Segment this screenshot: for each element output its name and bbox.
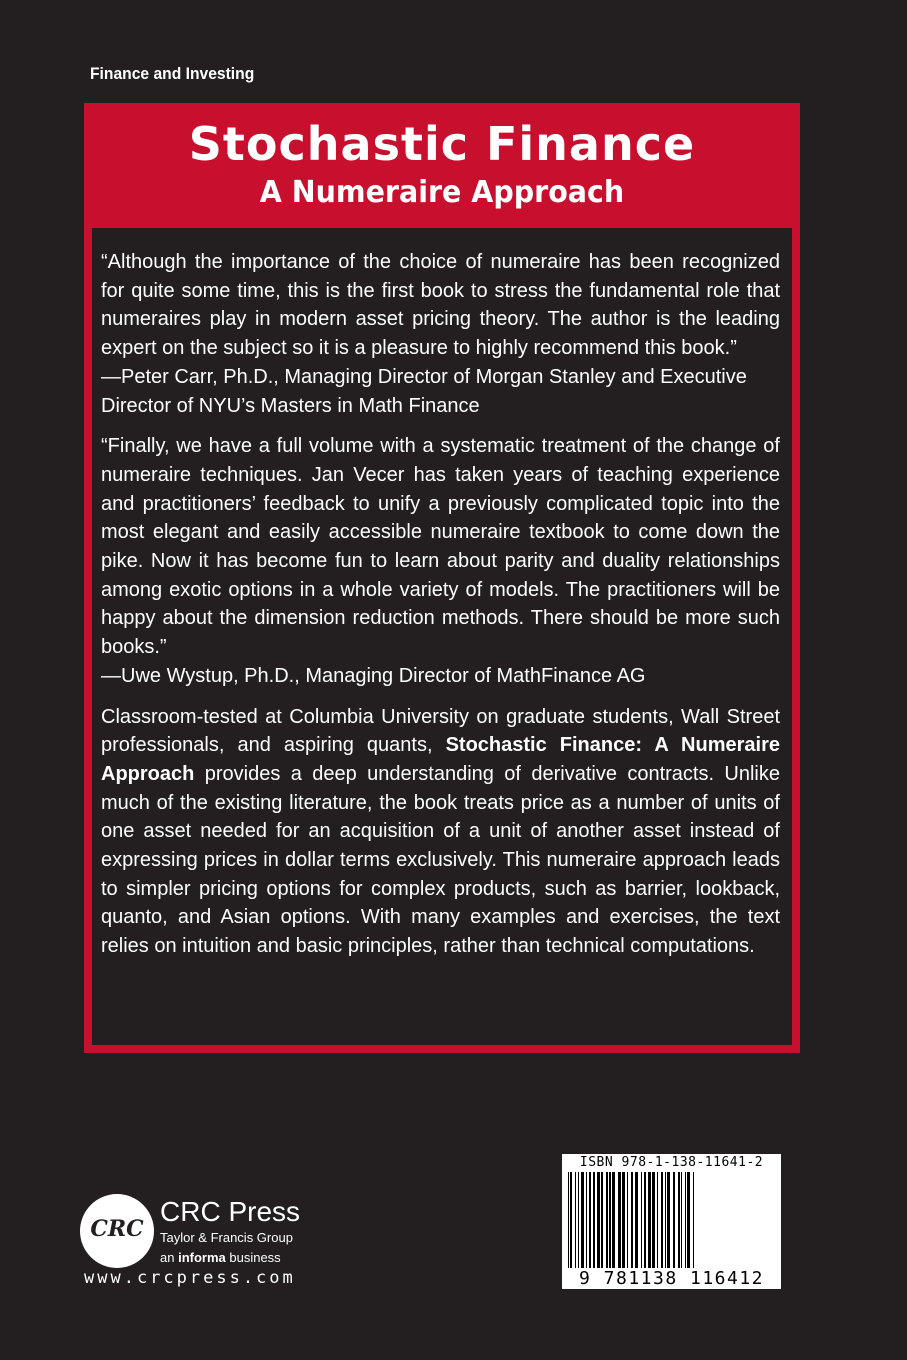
barcode-bar bbox=[586, 1172, 587, 1270]
blurb-panel bbox=[92, 228, 792, 1045]
barcode-bar bbox=[641, 1172, 642, 1270]
barcode-bar bbox=[648, 1172, 651, 1270]
barcode-bar bbox=[627, 1172, 628, 1270]
barcode-bar bbox=[667, 1172, 670, 1270]
barcode-bar bbox=[657, 1172, 658, 1270]
quote-text: “Finally, we have a full volume with a systematic treatment of the change of numeraire techniques. Jan Vecer has taken years of teaching experience and practitioners’ feedback to unify a previously complicated topic into the most elegant and easily accessible numeraire textbook to come down the pike. Now it has become fun to learn about parity and duality relationships among exotic options in a whole variety of models. The practitioners will be happy about the dimension reduction methods. There should be more such books.” bbox=[101, 435, 780, 659]
barcode-bar bbox=[635, 1172, 638, 1270]
barcode-bar bbox=[685, 1172, 686, 1270]
barcode-bar bbox=[575, 1172, 576, 1270]
barcode-bar bbox=[609, 1172, 611, 1270]
isbn-barcode bbox=[562, 1154, 781, 1289]
quote-attribution: —Peter Carr, Ph.D., Managing Director of Morgan Stanley and Executive Director of NYU’s Masters in Math Finance bbox=[101, 365, 747, 417]
publisher-name: CRC Press bbox=[160, 1196, 301, 1227]
barcode-bar bbox=[597, 1172, 600, 1270]
barcode-bar bbox=[612, 1172, 615, 1270]
barcode-bar bbox=[618, 1172, 621, 1270]
barcode-bar bbox=[606, 1172, 608, 1270]
barcode-bar bbox=[601, 1172, 603, 1270]
barcode-bar bbox=[665, 1172, 666, 1270]
barcode-bar bbox=[687, 1172, 690, 1270]
barcode-digits: 9 781138 116412 bbox=[562, 1268, 781, 1289]
barcode-bar bbox=[593, 1172, 595, 1270]
barcode-bar bbox=[568, 1172, 569, 1270]
book-description bbox=[101, 703, 780, 961]
title-frame bbox=[84, 103, 800, 1053]
isbn-label: ISBN 978-1-138-11641-2 bbox=[579, 1155, 764, 1170]
crc-logo-text: CRC bbox=[90, 1216, 144, 1242]
publisher-business: an informa business bbox=[160, 1250, 281, 1265]
barcode-bar bbox=[622, 1172, 625, 1270]
barcode-bar bbox=[631, 1172, 633, 1270]
quote-attribution: —Uwe Wystup, Ph.D., Managing Director of MathFinance AG bbox=[101, 664, 646, 687]
barcode-bar bbox=[661, 1172, 663, 1270]
category-label: Finance and Investing bbox=[90, 64, 255, 83]
description-book-title: Stochastic Finance: A Numeraire Approach bbox=[101, 734, 780, 785]
barcode-bars bbox=[566, 1172, 777, 1270]
barcode-bar bbox=[673, 1172, 675, 1270]
barcode-bar bbox=[570, 1172, 572, 1270]
description-body: provides a deep understanding of derivative contracts. Unlike much of the existing literature, the book treats price as a number of units of one asset needed for an acquisition of a unit of another asset instead of expressing prices in dollar terms exclusively. This numeraire approach leads to simpler pricing options for complex products, such as barrier, lookback, quanto, and Asian options. With many examples and exercises, the text relies on intuition and basic principles, rather than technical computations. bbox=[101, 762, 780, 958]
barcode-bar bbox=[644, 1172, 646, 1270]
publisher-website: www.crcpress.com bbox=[84, 1268, 296, 1288]
barcode-bar bbox=[678, 1172, 680, 1270]
description-intro: Classroom-tested at Columbia University on graduate students, Wall Street professionals, and aspiring quants, bbox=[101, 705, 780, 757]
barcode-bar bbox=[578, 1172, 579, 1270]
barcode-bar bbox=[681, 1172, 682, 1270]
quote-text: “Although the importance of the choice of numeraire has been recognized for quite some time, this is the first book to stress the fundamental role that numeraires play in modern asset pricing theory. The author is the leading expert on the subject so it is a pleasure to highly recommend this book.” bbox=[101, 251, 780, 360]
book-title: Stochastic Finance bbox=[188, 117, 696, 171]
barcode-bar bbox=[693, 1172, 694, 1270]
barcode-bar bbox=[581, 1172, 584, 1270]
book-subtitle: A Numeraire Approach bbox=[259, 175, 625, 210]
crc-logo bbox=[80, 1194, 154, 1268]
barcode-bar bbox=[652, 1172, 655, 1270]
barcode-bar bbox=[589, 1172, 591, 1270]
publisher-group: Taylor & Francis Group bbox=[160, 1230, 293, 1245]
